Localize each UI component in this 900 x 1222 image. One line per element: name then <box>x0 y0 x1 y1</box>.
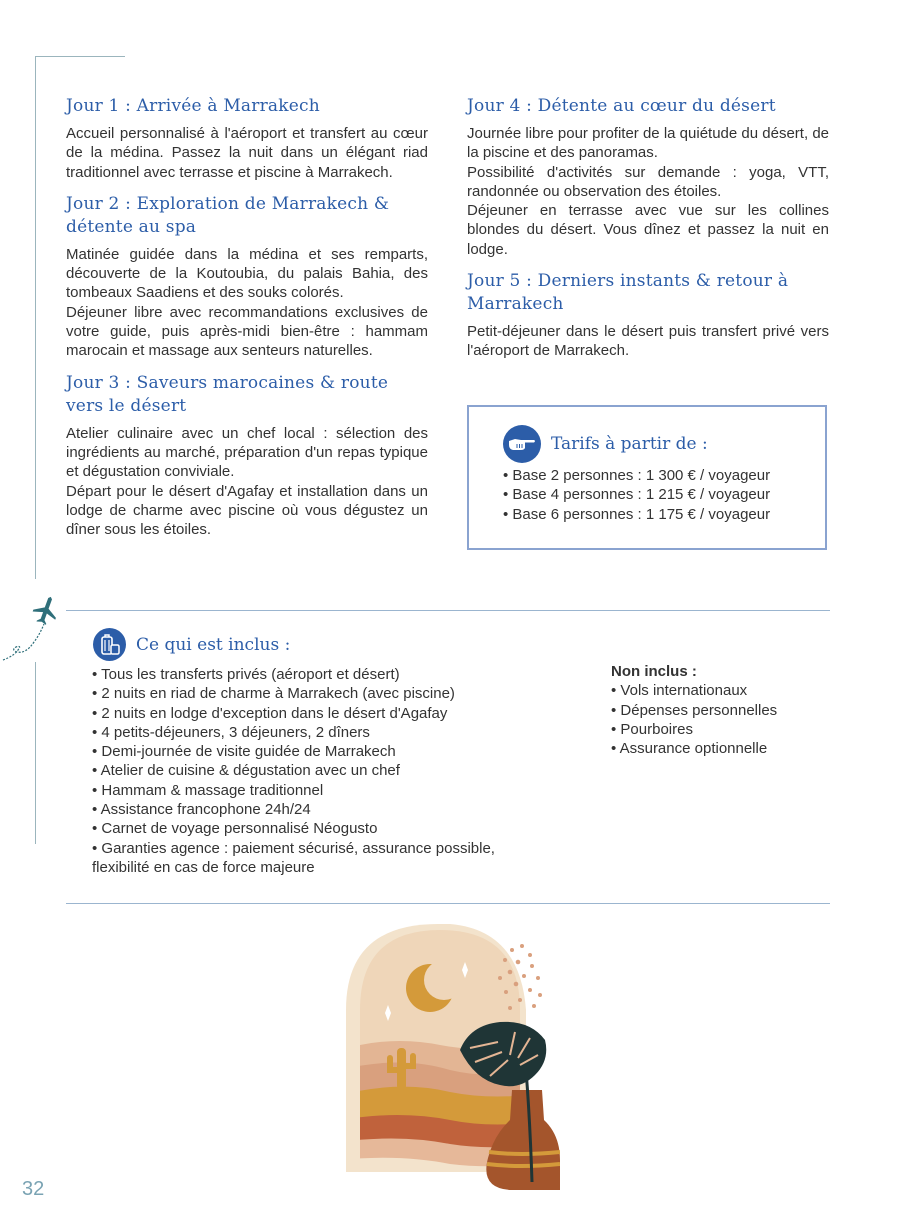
frame-line-left <box>35 56 36 579</box>
day-title: Jour 2 : Exploration de Marrakech & détente au spa <box>66 193 390 237</box>
divider-bottom <box>66 903 830 904</box>
inclus-item: • Atelier de cuisine & dégustation avec un chef <box>92 762 400 780</box>
day-3 <box>66 372 428 540</box>
non-inclus-item: • Pourboires <box>611 720 693 738</box>
desert-illustration <box>340 920 560 1195</box>
inclus-list <box>92 665 532 877</box>
divider-top <box>66 610 830 611</box>
tarifs-list <box>503 466 770 524</box>
day-paragraph: Déjeuner libre avec recommandations exclusives de votre guide, puis après-midi bien-être : hammam marocain et massage aux senteurs naturelles. <box>66 303 428 360</box>
non-inclus-title: Non inclus : <box>611 663 697 680</box>
day-paragraph: Petit-déjeuner dans le désert puis transfert privé vers l'aéroport de Marrakech. <box>467 323 829 360</box>
inclus-item: • 4 petits-déjeuners, 3 déjeuners, 2 dîners <box>92 723 370 741</box>
day-title: Jour 1 : Arrivée à Marrakech <box>66 96 320 116</box>
non-inclus-item: • Dépenses personnelles <box>611 701 778 719</box>
airplane-icon <box>0 590 64 667</box>
tarif-item: • Base 2 personnes : 1 300 € / voyageur <box>503 467 771 484</box>
inclus-item: • 2 nuits en riad de charme à Marrakech (avec piscine) <box>92 685 455 703</box>
pointing-hand-icon <box>503 425 541 463</box>
inclus-item: • 2 nuits en lodge d'exception dans le désert d'Agafay <box>92 704 448 722</box>
frame-line-left-lower <box>35 662 36 844</box>
itinerary-right-column <box>467 95 829 372</box>
day-paragraph: Accueil personnalisé à l'aéroport et transfert au cœur de la médina. Passez la nuit dans un élégant riad traditionnel avec terrasse et piscine à Marrakech. <box>66 125 428 181</box>
day-paragraph: Départ pour le désert d'Agafay et installation dans un lodge de charme avec piscine où vous dégustez un dîner sous les étoiles. <box>66 482 428 539</box>
luggage-icon <box>93 628 126 661</box>
tarif-item: • Base 4 personnes : 1 215 € / voyageur <box>503 486 771 504</box>
day-1 <box>66 95 428 182</box>
inclus-item: • Carnet de voyage personnalisé Néogusto <box>92 820 378 838</box>
itinerary-left-column <box>66 95 428 550</box>
non-inclus-item: • Vols internationaux <box>611 682 748 700</box>
tarifs-title: Tarifs à partir de : <box>551 434 708 454</box>
day-5 <box>467 270 829 361</box>
inclus-title: Ce qui est inclus : <box>136 634 291 655</box>
day-title: Jour 3 : Saveurs marocaines & route vers le désert <box>66 372 389 416</box>
inclus-item: • Tous les transferts privés (aéroport et désert) <box>92 666 400 683</box>
tarif-item: • Base 6 personnes : 1 175 € / voyageur <box>503 505 771 523</box>
inclus-header <box>93 628 290 661</box>
day-paragraph: Journée libre pour profiter de la quiétude du désert, de la piscine et des panoramas. <box>467 125 829 162</box>
frame-line-top <box>35 56 125 57</box>
day-title: Jour 5 : Derniers instants & retour à Marrakech <box>467 271 789 315</box>
non-inclus-block <box>611 662 831 758</box>
day-paragraph: Atelier culinaire avec un chef local : sélection des ingrédients au marché, préparation d'un repas typique et dégustation conviviale. <box>66 424 428 481</box>
inclus-item: • Garanties agence : paiement sécurisé, assurance possible, flexibilité en cas de force majeure <box>92 839 495 876</box>
tarifs-box <box>467 405 827 550</box>
non-inclus-item: • Assurance optionnelle <box>611 740 768 758</box>
day-2 <box>66 193 428 361</box>
tarifs-header <box>503 425 708 463</box>
page-number: 32 <box>22 1178 45 1200</box>
day-title: Jour 4 : Détente au cœur du désert <box>467 96 776 116</box>
day-paragraph: Déjeuner en terrasse avec vue sur les collines blondes du désert. Vous dînez et passez la nuit en lodge. <box>467 202 829 258</box>
inclus-item: • Demi-journée de visite guidée de Marrakech <box>92 743 396 761</box>
day-4 <box>467 95 829 259</box>
inclus-item: • Assistance francophone 24h/24 <box>92 801 311 819</box>
day-paragraph: Matinée guidée dans la médina et ses remparts, découverte de la Koutoubia, du palais Bahia, des tombeaux Saadiens et des souks colorés. <box>66 245 428 302</box>
inclus-item: • Hammam & massage traditionnel <box>92 781 324 799</box>
day-paragraph: Possibilité d'activités sur demande : yoga, VTT, randonnée ou observation des étoiles. <box>467 163 829 200</box>
